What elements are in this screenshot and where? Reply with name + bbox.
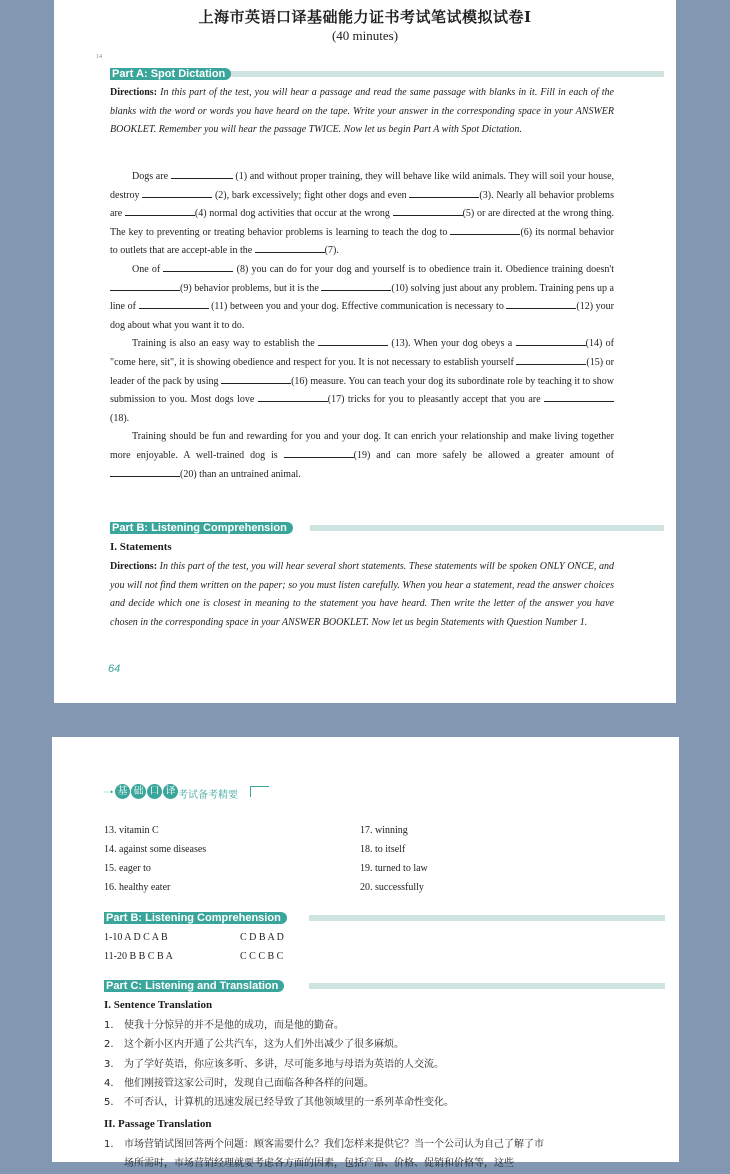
header-bracket (250, 786, 269, 797)
dictation-paragraph-1: Dogs are (1) and without proper training, they will behave like wild animals. They will soil your house, destroy (2), bark excessively; fight other dogs and even (3). Nearly all behavior problems are (4) normal dog activities that occur at the wrong (5) or are directed at the wrong thing. The key to preventing or treating behavior problems is learning to teach the dog to (6) its normal behavior to outlets that are accept-able in the (7). (110, 168, 614, 261)
answer-item: 13. vitamin C (104, 825, 159, 836)
blank-5[interactable] (393, 205, 463, 216)
passage-line: 1. 市场营销试图回答两个问题：顾客需要什么？我们怎样来提供它？当一个公司认为自己了解了市 (104, 1139, 544, 1150)
answers-right-column (360, 821, 428, 897)
sentence-list (104, 1016, 624, 1112)
answers-left-column (104, 821, 206, 897)
answer-row: 1-10 A D C A B (104, 932, 168, 943)
answer-row: 11-20 B B C B A (104, 951, 173, 962)
directions-text: In this part of the test, you will hear a passage and read the same passage with blanks in it. Fill in each of the blanks with the word or words you have heard on the tape. Write your answer in the corresponding space in your ANSWER BOOKLET. Remember you will hear the passage TWICE. Now let us begin Part A with Spot Dictation. (110, 87, 614, 136)
part-c-label: Part C: Listening and Translation (104, 980, 284, 992)
part-a-directions (110, 84, 614, 140)
directions-text: In this part of the test, you will hear several short statements. These statements will be spoken ONLY ONCE, and you will not find them written on the paper; so you must listen carefully. When you hear a statement, read the answer choices and decide which one is closest in meaning to the statement you have heard. Then write the letter of the answer you have chosen in the corresponding space in your ANSWER BOOKLET. Now let us begin Statements with Question Number 1. (110, 561, 614, 628)
section-bar (309, 983, 665, 989)
blank-11[interactable] (139, 298, 209, 309)
page-number: 64 (108, 663, 121, 675)
blank-6[interactable] (450, 224, 520, 235)
page-mark: 14 (96, 54, 102, 60)
blank-1[interactable] (171, 168, 233, 179)
directions-label: Directions: (110, 87, 158, 98)
answer-item: 16. healthy eater (104, 882, 171, 893)
part-b-directions (110, 558, 614, 632)
answer-item: 20. successfully (360, 882, 424, 893)
sentence-translation-heading: I. Sentence Translation (104, 999, 213, 1011)
exam-title: 上海市英语口译基础能力证书考试笔试模拟试卷Ⅰ (198, 10, 532, 26)
blank-13[interactable] (318, 335, 388, 346)
header-char-1: 基 (115, 784, 130, 799)
exam-page-2 (52, 737, 679, 1170)
answer-row: C C C B C (240, 951, 284, 962)
blank-7[interactable] (255, 242, 325, 253)
passage-list (104, 1135, 624, 1174)
part-b-heading (110, 522, 610, 534)
sentence-item: 5. 不可否认，计算机的迅速发展已经导致了其他领域里的一系列革命性变化。 (104, 1097, 454, 1109)
part-b-answer-ranges (104, 928, 173, 966)
passage-translation-heading: II. Passage Translation (104, 1118, 212, 1130)
header-tag: 考试备考精要 (178, 790, 238, 801)
dictation-paragraph-3: Training is also an easy way to establish the (13). When your dog obeys a (14) of "come here, sit", it is showing obedience and respect for you. It is not necessary to establish yourself (15) or leader of the pack by using (16) measure. You can teach your dog its subordinate role by teaching it to show submission to you. Most dogs love (17) tricks for you to pleasantly accept that you are (18). (110, 335, 614, 428)
sentence-item: 4. 他们刚接管这家公司时，发现自己面临各种各样的问题。 (104, 1077, 374, 1089)
dictation-paragraph-4: Training should be fun and rewarding for you and your dog. It can enrich your relationship and make living together more enjoyable. A well-trained dog is (19) and can more safely be allowed a greater amount of (20) than an untrained animal. (110, 431, 614, 480)
answer-item: 15. eager to (104, 863, 151, 874)
sentence-item: 1. 使我十分惊异的并不是他的成功，而是他的勤奋。 (104, 1020, 344, 1031)
exam-duration: (40 minutes) (331, 28, 399, 43)
part-a-heading (110, 68, 610, 80)
blank-4[interactable] (125, 205, 195, 216)
passage-line: 场所需时，市场营销经理就要考虑各方面的因素，包括产品、价格、促销和价格等，这些 (124, 1158, 514, 1170)
answer-item: 17. winning (360, 825, 408, 836)
part-b-answer-rest (240, 928, 284, 966)
answer-row: C D B A D (240, 932, 284, 943)
blank-16[interactable] (221, 373, 291, 384)
blank-2[interactable] (142, 187, 212, 198)
blank-15[interactable] (516, 354, 586, 365)
statements-heading: I. Statements (110, 541, 172, 553)
header-dots: ··• (104, 788, 114, 797)
blank-18[interactable] (544, 391, 614, 402)
part-b-label: Part B: Listening Comprehension (110, 522, 293, 534)
sentence-item: 3. 为了学好英语，你应该多听、多讲，尽可能多地与母语为英语的人交流。 (104, 1058, 444, 1070)
header-char-4: 译 (163, 784, 178, 799)
blank-17[interactable] (258, 391, 328, 402)
blank-3[interactable] (409, 187, 479, 198)
answer-item: 14. against some diseases (104, 844, 207, 855)
section-bar (230, 71, 664, 77)
sentence-item: 2. 这个新小区内开通了公共汽车，这为人们外出减少了很多麻烦。 (104, 1039, 404, 1051)
dictation-paragraph-2: One of (8) you can do for your dog and yourself is to obedience train it. Obedience training doesn't (9) behavior problems, but it is the (10) solving just about any problem. Training pens up a line of (11) between you and your dog. Effective communication is necessary to (12) your dog about what you want it to do. (110, 261, 614, 335)
blank-10[interactable] (321, 280, 391, 291)
blank-19[interactable] (284, 447, 354, 458)
header-char-3: 口 (147, 784, 162, 799)
blank-9[interactable] (110, 280, 180, 291)
part-a-label: Part A: Spot Dictation (110, 68, 231, 80)
answers-part-b-label: Part B: Listening Comprehension (104, 912, 287, 924)
answer-item: 19. turned to law (360, 863, 428, 874)
answers-part-b-heading (104, 912, 616, 924)
blank-8[interactable] (163, 261, 233, 272)
section-bar (309, 915, 665, 921)
exam-page-1 (54, 0, 676, 703)
dictation-passage (110, 168, 614, 484)
answer-item: 18. to itself (360, 844, 406, 855)
blank-20[interactable] (110, 466, 180, 477)
blank-14[interactable] (516, 335, 586, 346)
section-bar (310, 525, 664, 531)
blank-12[interactable] (506, 298, 576, 309)
header-char-2: 础 (131, 784, 146, 799)
directions-label: Directions: (110, 561, 158, 572)
part-c-heading (104, 980, 616, 992)
